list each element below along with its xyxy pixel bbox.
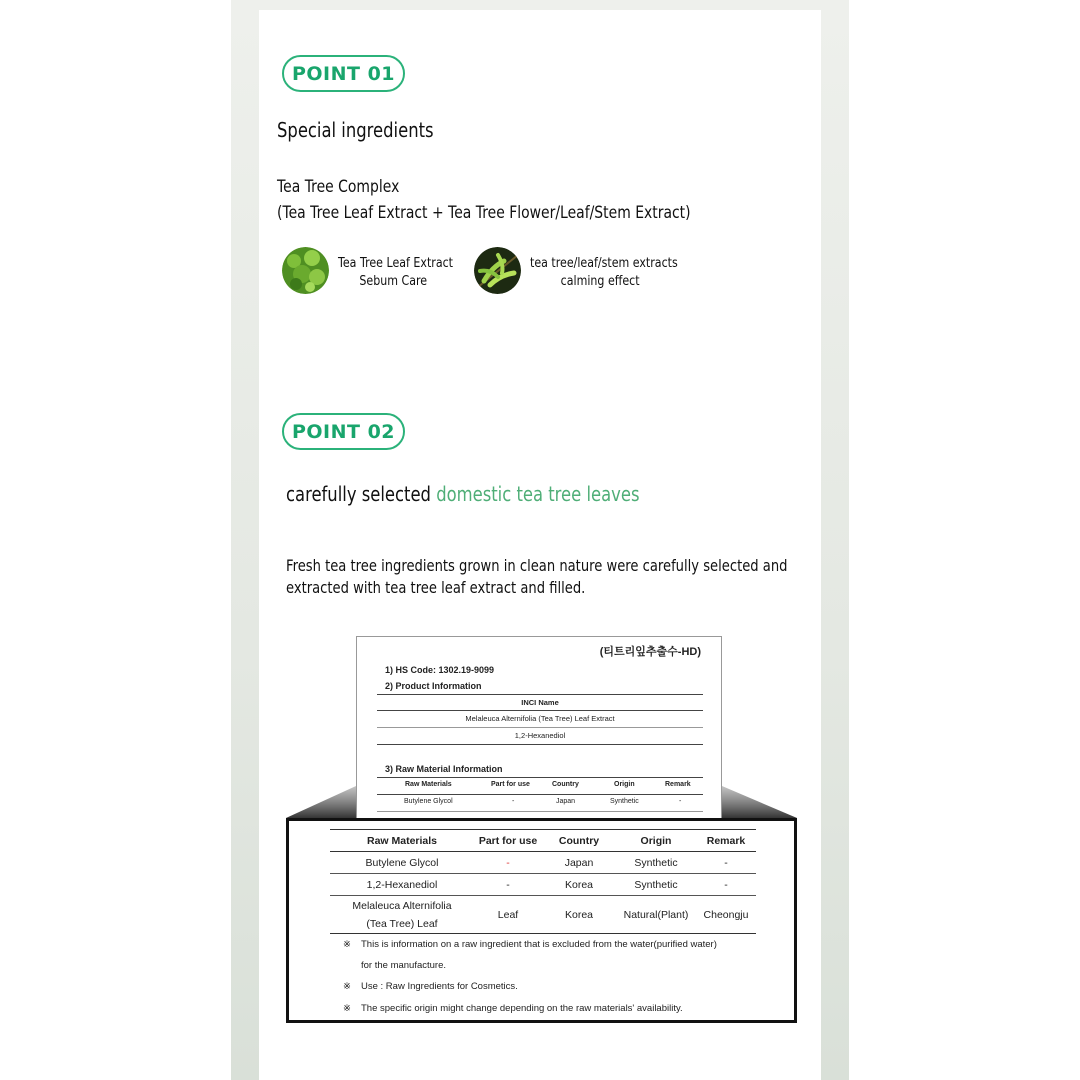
doc-col-origin: Origin bbox=[614, 781, 635, 788]
hs-code: 1) HS Code: 1302.19-9099 bbox=[385, 665, 495, 675]
note-1-line-1: This is information on a raw ingredient that is excluded from the water(purified water) bbox=[361, 939, 717, 950]
doc-col-remark: Remark bbox=[665, 781, 691, 788]
ingredient-1-name: Tea Tree Leaf Extract bbox=[338, 256, 454, 271]
point-01-badge: POINT 01 bbox=[282, 55, 405, 92]
col-remark: Remark bbox=[706, 834, 746, 847]
note-3: The specific origin might change depending on the raw materials' availability. bbox=[361, 1003, 683, 1014]
note-2: Use : Raw Ingredients for Cosmetics. bbox=[361, 981, 518, 992]
cell-part: - bbox=[506, 856, 510, 869]
doc-col-raw: Raw Materials bbox=[405, 781, 452, 788]
doc-col-country: Country bbox=[552, 781, 579, 788]
ingredient-1-effect: Sebum Care bbox=[359, 274, 428, 289]
complex-title: Tea Tree Complex bbox=[277, 177, 400, 197]
cell-part: - bbox=[506, 878, 510, 891]
cell-remark: Cheongju bbox=[703, 908, 749, 921]
inci-row-1: Melaleuca Alternifolia (Tea Tree) Leaf Extract bbox=[465, 714, 615, 723]
note-mark-3: ※ bbox=[343, 1003, 351, 1014]
raw-material-table bbox=[330, 829, 756, 934]
material-line-2: (Tea Tree) Leaf bbox=[366, 917, 438, 930]
doc-row-material: Butylene Glycol bbox=[404, 798, 453, 805]
doc-row-remark: - bbox=[679, 798, 682, 805]
cell-country: Korea bbox=[564, 878, 594, 891]
cell-remark: - bbox=[724, 856, 728, 869]
description-line-1: Fresh tea tree ingredients grown in clean nature were carefully selected and bbox=[286, 556, 788, 575]
cell-origin: Synthetic bbox=[634, 856, 678, 869]
note-1-line-2: for the manufacture. bbox=[361, 960, 447, 971]
heading-plain: carefully selected bbox=[286, 482, 437, 506]
col-part-for-use: Part for use bbox=[478, 834, 538, 847]
cell-material bbox=[330, 896, 474, 934]
table-row bbox=[330, 874, 756, 896]
description-line-2: extracted with tea tree leaf extract and filled. bbox=[286, 578, 586, 597]
table-row bbox=[330, 852, 756, 874]
ingredient-2-name: tea tree/leaf/stem extracts bbox=[530, 256, 678, 271]
certificate-document bbox=[356, 636, 722, 836]
cell-origin: Synthetic bbox=[634, 878, 678, 891]
cell-remark: - bbox=[724, 878, 728, 891]
cell-country: Korea bbox=[564, 908, 594, 921]
ingredient-2-effect: calming effect bbox=[560, 274, 640, 289]
zoomed-raw-material-table bbox=[286, 818, 797, 1023]
cell-part: Leaf bbox=[497, 908, 519, 921]
point-02-badge: POINT 02 bbox=[282, 413, 405, 450]
special-ingredients-heading: Special ingredients bbox=[277, 118, 434, 142]
table-row bbox=[330, 896, 756, 934]
material-line-1: Melaleuca Alternifolia bbox=[352, 899, 452, 912]
cell-country: Japan bbox=[564, 856, 594, 869]
cell-origin: Natural(Plant) bbox=[623, 908, 689, 921]
raw-info-heading: 3) Raw Material Information bbox=[385, 764, 503, 774]
heading-accent: domestic tea tree leaves bbox=[436, 482, 640, 506]
col-raw-materials: Raw Materials bbox=[366, 834, 438, 847]
note-mark-1: ※ bbox=[343, 939, 351, 950]
doc-row-origin: Synthetic bbox=[610, 798, 639, 805]
doc-row-part: - bbox=[512, 798, 515, 805]
note-mark-2: ※ bbox=[343, 981, 351, 992]
doc-row-country: Japan bbox=[556, 798, 576, 805]
inci-header: INCI Name bbox=[521, 698, 559, 707]
document-title: (티트리잎추출수-HD) bbox=[599, 646, 701, 658]
product-info-heading: 2) Product Information bbox=[385, 681, 482, 691]
col-origin: Origin bbox=[640, 834, 672, 847]
inci-row-2: 1,2-Hexanediol bbox=[514, 731, 566, 740]
cell-material: Butylene Glycol bbox=[365, 856, 439, 869]
complex-subtitle: (Tea Tree Leaf Extract + Tea Tree Flower/Leaf/Stem Extract) bbox=[277, 203, 691, 223]
doc-col-part: Part for use bbox=[491, 781, 530, 788]
cell-material: 1,2-Hexanediol bbox=[366, 878, 438, 891]
col-country: Country bbox=[558, 834, 600, 847]
